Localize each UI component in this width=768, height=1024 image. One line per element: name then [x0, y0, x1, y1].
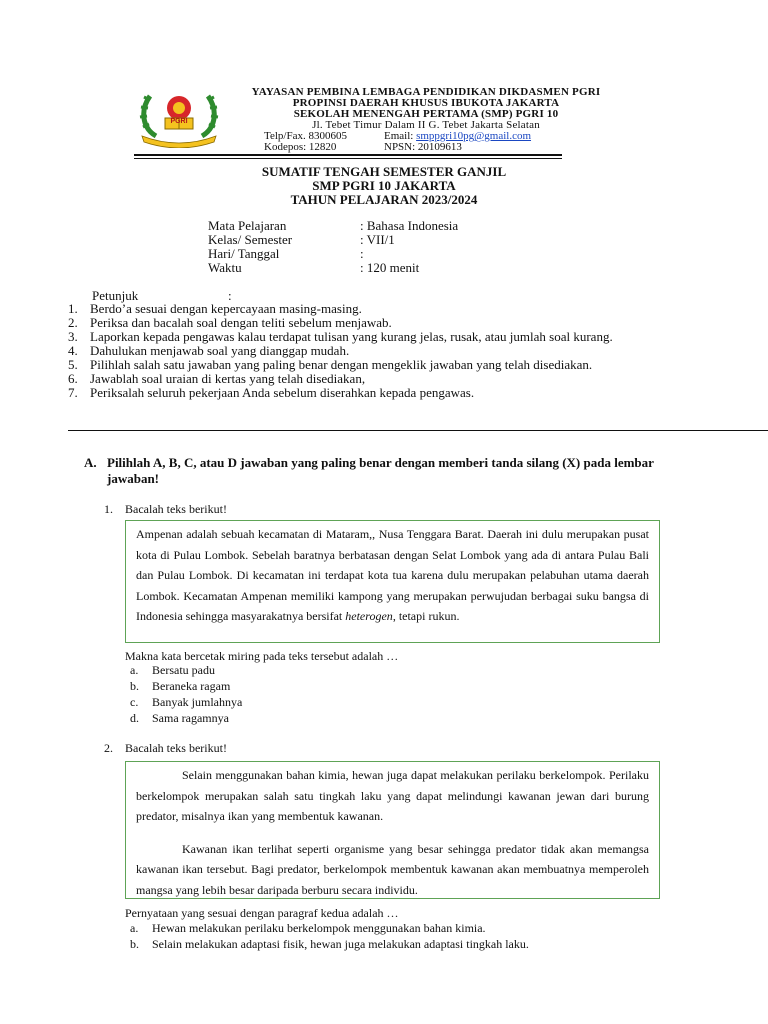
section-a-label: A. — [84, 455, 97, 470]
info-label: Waktu — [208, 260, 242, 275]
logo-text: PGRI — [170, 118, 188, 125]
info-row-time — [208, 260, 420, 275]
letterhead-postal: Kodepos: 12820 — [264, 141, 337, 153]
exam-school: SMP PGRI 10 JAKARTA — [312, 178, 456, 193]
info-label: Hari/ Tanggal — [208, 246, 280, 261]
info-label: Mata Pelajaran — [208, 218, 287, 233]
option-b[interactable]: b. Selain melakukan adaptasi fisik, hewan juga melakukan adaptasi tingkah laku. — [130, 937, 529, 951]
q2-options — [130, 920, 529, 952]
q2-paragraph-1: Selain menggunakan bahan kimia, hewan juga dapat melakukan perilaku berkelompok. Perilaku berkelompok merupakan salah satu tingkah laku yang dapat melindungi kawanan jewan dari burung predator, misalnya ikan yang membentuk kawanan. — [136, 768, 649, 823]
q2-passage — [125, 761, 660, 899]
q1-stem: Makna kata bercetak miring pada teks tersebut adalah … — [125, 649, 399, 663]
email-link[interactable]: smppgri10pg@gmail.com — [416, 130, 532, 142]
list-item: 2. Periksa dan bacalah soal dengan teliti sebelum menjawab. — [68, 315, 392, 330]
option-c[interactable]: c. Banyak jumlahnya — [130, 695, 243, 709]
section-divider — [68, 430, 768, 431]
option-a[interactable]: a. Bersatu padu — [130, 663, 215, 677]
exam-year: TAHUN PELAJARAN 2023/2024 — [290, 192, 478, 207]
list-item: 5. Pilihlah salah satu jawaban yang paling benar dengan mengeklik jawaban yang telah disediakan. — [68, 357, 593, 372]
school-logo — [134, 84, 224, 148]
info-value: : Bahasa Indonesia — [360, 218, 459, 233]
exam-title: SUMATIF TENGAH SEMESTER GANJIL — [261, 164, 507, 179]
section-a-text: Pilihlah A, B, C, atau D jawaban yang paling benar dengan memberi tanda silang (X) pada lembar jawaban! — [107, 455, 654, 486]
q1-number: 1. — [104, 502, 113, 516]
q1-italic-word: heterogen — [345, 609, 393, 623]
option-d[interactable]: d. Sama ragamnya — [130, 711, 229, 725]
option-b[interactable]: b. Beraneka ragam — [130, 679, 231, 693]
info-row-subject — [208, 218, 459, 233]
section-a-heading — [84, 455, 704, 487]
list-item: 4. Dahulukan menjawab soal yang dianggap mudah. — [68, 343, 350, 358]
instructions-colon: : — [228, 288, 232, 303]
info-row-class — [208, 232, 395, 247]
instructions-label: Petunjuk — [92, 288, 139, 303]
list-item: 3. Laporkan kepada pengawas kalau terdapat tulisan yang kurang jelas, rusak, atau jumlah soal kurang. — [68, 329, 613, 344]
option-a[interactable]: a. Hewan melakukan perilaku berkelompok menggunakan bahan kimia. — [130, 921, 486, 935]
q2-paragraph-2: Kawanan ikan terlihat seperti organisme yang besar sehingga predator tidak akan memangsa kawanan ikan tersebut. Bagi predator, berkelompok membentuk kawanan akan membuatnya memperoleh mangsa yang lebih besar daripada berburu secara individu. — [136, 841, 649, 897]
q1-passage: Ampenan adalah sebuah kecamatan di Mataram,, Nusa Tenggara Barat. Daerah ini dulu merupakan pusat kota di Pulau Lombok. Sebelah baratnya berbatasan dengan Selat Lombok yang ada di antara Pulau Bali dan Pulau Lombok. Di kecamatan ini terdapat kota tua karena dulu merupakan pelabuhan utama daerah Lombok. Kecamatan Ampenan memiliki kampong yang merupakan perwujudan berbagai suku bangsa di Indonesia sehingga masyarakatnya bersifat heterogen, tetapi rukun. — [125, 520, 660, 643]
letterhead-phone: Telp/Fax. 8300605 — [264, 130, 347, 142]
instructions-list — [68, 302, 680, 400]
info-label: Kelas/ Semester — [208, 232, 293, 247]
email-label: Email: — [384, 130, 414, 142]
info-value: : 120 menit — [360, 260, 420, 275]
letterhead-school: SEKOLAH MENENGAH PERTAMA (SMP) PGRI 10 — [293, 108, 559, 120]
q2-stem: Pernyataan yang sesuai dengan paragraf kedua adalah … — [125, 906, 399, 920]
letterhead-npsn: NPSN: 20109613 — [384, 141, 462, 153]
q1-options — [130, 662, 242, 726]
list-item: 1. Berdo’a sesuai dengan kepercayaan masing-masing. — [68, 301, 362, 316]
letterhead-foundation: YAYASAN PEMBINA LEMBAGA PENDIDIKAN DIKDASMEN PGRI — [251, 86, 601, 98]
info-row-date — [208, 246, 364, 261]
list-item: 7. Periksalah seluruh pekerjaan Anda sebelum diserahkan kepada pengawas. — [68, 385, 475, 400]
letterhead-province: PROPINSI DAERAH KHUSUS IBUKOTA JAKARTA — [292, 97, 560, 109]
q1-prompt: Bacalah teks berikut! — [125, 502, 227, 516]
info-value: : VII/1 — [360, 232, 395, 247]
q2-number: 2. — [104, 741, 113, 755]
letterhead-rule-thin — [134, 158, 562, 159]
letterhead-rule — [134, 154, 562, 156]
letterhead-address: Jl. Tebet Timur Dalam II G. Tebet Jakarta Selatan — [312, 119, 540, 131]
info-value: : — [360, 246, 364, 261]
q2-prompt: Bacalah teks berikut! — [125, 741, 227, 755]
list-item: 6. Jawablah soal uraian di kertas yang telah disediakan, — [68, 371, 366, 386]
